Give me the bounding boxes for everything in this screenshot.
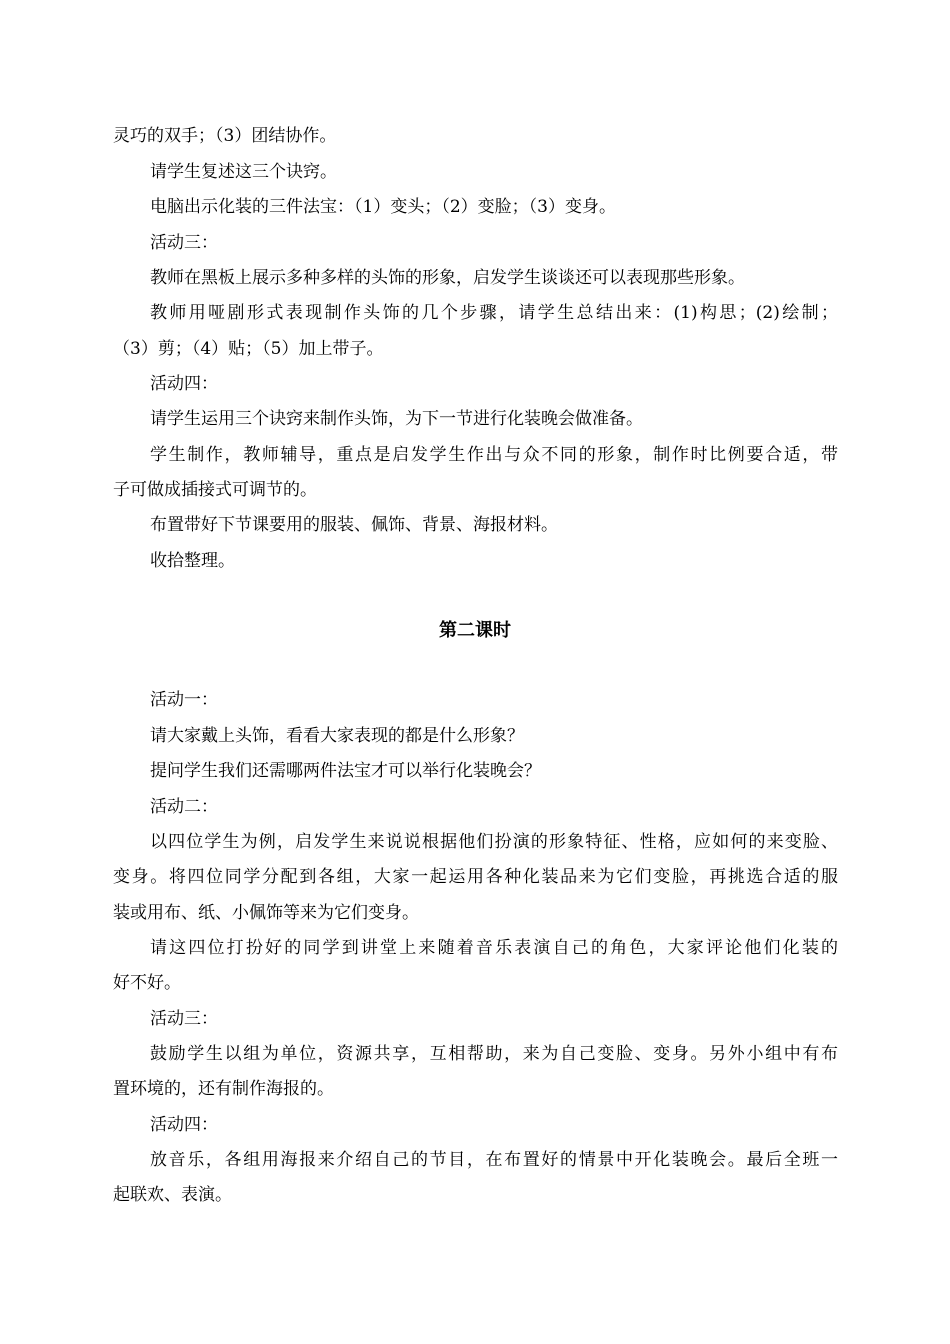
paragraph-line: （3）剪；（4）贴；（5）加上带子。 xyxy=(113,339,384,359)
paragraph-line: 子可做成插接式可调节的。 xyxy=(113,480,317,500)
paragraph-line: 鼓励学生以组为单位，资源共享，互相帮助，来为自己变脸、变身。另外小组中有布 xyxy=(150,1044,838,1064)
paragraph-line: 装或用布、纸、小佩饰等来为它们变身。 xyxy=(113,903,419,923)
paragraph-line: 布置带好下节课要用的服装、佩饰、背景、海报材料。 xyxy=(150,515,558,535)
paragraph-line: 请学生运用三个诀窍来制作头饰，为下一节进行化装晚会做准备。 xyxy=(150,409,643,429)
paragraph-line: 变身。将四位同学分配到各组，大家一起运用各种化装品来为它们变脸，再挑选合适的服 xyxy=(113,867,838,887)
paragraph-line: 起联欢、表演。 xyxy=(113,1185,232,1205)
activity-heading: 活动四： xyxy=(150,374,218,394)
activity-heading: 活动三： xyxy=(150,1009,218,1029)
paragraph-line: 灵巧的双手；（3）团结协作。 xyxy=(113,126,337,146)
paragraph-line: 放音乐，各组用海报来介绍自己的节目，在布置好的情景中开化装晚会。最后全班一 xyxy=(150,1150,838,1170)
paragraph-line: 以四位学生为例，启发学生来说说根据他们扮演的形象特征、性格，应如何的来变脸、 xyxy=(150,832,838,852)
paragraph-line: 置环境的，还有制作海报的。 xyxy=(113,1079,334,1099)
paragraph-line: 教师在黑板上展示多种多样的头饰的形象，启发学生谈谈还可以表现那些形象。 xyxy=(150,268,745,288)
paragraph-line: 收拾整理。 xyxy=(150,551,235,571)
paragraph-line: 请大家戴上头饰，看看大家表现的都是什么形象？ xyxy=(150,726,524,746)
activity-heading: 活动三： xyxy=(150,233,218,253)
section-title: 第二课时 xyxy=(439,620,511,641)
paragraph-line: 请学生复述这三个诀窍。 xyxy=(150,162,337,182)
paragraph-line: 教师用哑剧形式表现制作头饰的几个步骤，请学生总结出来：(1)构思；(2)绘制； xyxy=(150,303,838,323)
paragraph-line: 请这四位打扮好的同学到讲堂上来随着音乐表演自己的角色，大家评论他们化装的 xyxy=(150,938,838,958)
paragraph-line: 好不好。 xyxy=(113,973,181,993)
paragraph-line: 提问学生我们还需哪两件法宝才可以举行化装晚会？ xyxy=(150,761,541,781)
activity-heading: 活动二： xyxy=(150,797,218,817)
paragraph-line: 学生制作，教师辅导，重点是启发学生作出与众不同的形象，制作时比例要合适，带 xyxy=(150,445,838,465)
activity-heading: 活动一： xyxy=(150,690,218,710)
activity-heading: 活动四： xyxy=(150,1115,218,1135)
paragraph-line: 电脑出示化装的三件法宝：（1）变头；（2）变脸；（3）变身。 xyxy=(150,197,616,217)
